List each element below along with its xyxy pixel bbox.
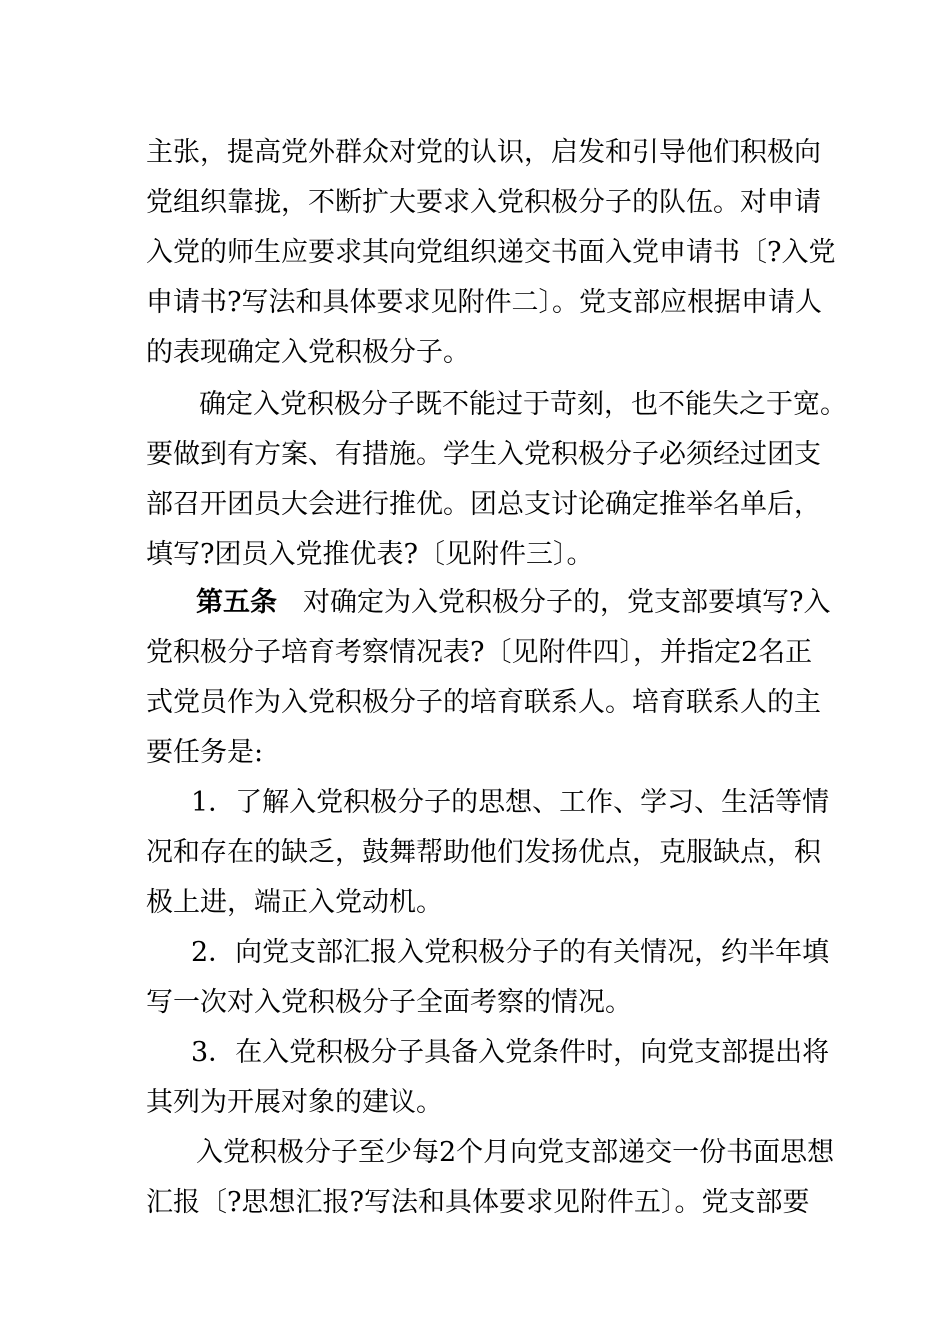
paragraph-line: 入党的师生应要求其向党组织递交书面入党申请书〔?入党 (146, 237, 836, 268)
paragraph-line: 式党员作为入党积极分子的培育联系人。培育联系人的主 (146, 687, 821, 718)
paragraph-line: 党组织靠拢，不断扩大要求入党积极分子的队伍。对申请 (146, 187, 821, 218)
paragraph-line: 要任务是: (146, 737, 264, 768)
paragraph-line: 况和存在的缺乏，鼓舞帮助他们发扬优点，克服缺点，积 (146, 837, 821, 868)
paragraph-line: 对确定为入党积极分子的，党支部要填写?入 (303, 587, 831, 618)
list-item-line: 1．了解入党积极分子的思想、工作、学习、生活等情 (191, 787, 830, 818)
article-five-first-line (196, 586, 830, 620)
paragraph-line: 填写?团员入党推优表?〔见附件三〕。 (146, 539, 594, 570)
paragraph-line: 党积极分子培育考察情况表?〔见附件四〕，并指定2名正 (146, 637, 813, 668)
paragraph-line: 极上进，端正入党动机。 (146, 887, 443, 918)
list-item-line: 2．向党支部汇报入党积极分子的有关情况，约半年填 (191, 937, 830, 968)
paragraph-line: 入党积极分子至少每2个月向党支部递交一份书面思想 (196, 1137, 835, 1168)
list-item-line: 3．在入党积极分子具备入党条件时，向党支部提出将 (191, 1037, 830, 1068)
paragraph-line: 其列为开展对象的建议。 (146, 1087, 443, 1118)
article-label: 第五条 (196, 587, 277, 618)
paragraph-line: 写一次对入党积极分子全面考察的情况。 (146, 987, 632, 1018)
paragraph-line: 要做到有方案、有措施。学生入党积极分子必须经过团支 (146, 439, 821, 470)
paragraph-line: 的表现确定入党积极分子。 (146, 337, 470, 368)
paragraph-line: 部召开团员大会进行推优。团总支讨论确定推举名单后， (146, 489, 821, 520)
paragraph-line: 确定入党积极分子既不能过于苛刻，也不能失之于宽。 (199, 389, 847, 420)
paragraph-line: 申请书?写法和具体要求见附件二〕。党支部应根据申请人 (146, 287, 822, 318)
paragraph-line: 汇报〔?思想汇报?写法和具体要求见附件五〕。党支部要 (146, 1187, 810, 1218)
paragraph-line: 主张，提高党外群众对党的认识，启发和引导他们积极向 (146, 137, 821, 168)
